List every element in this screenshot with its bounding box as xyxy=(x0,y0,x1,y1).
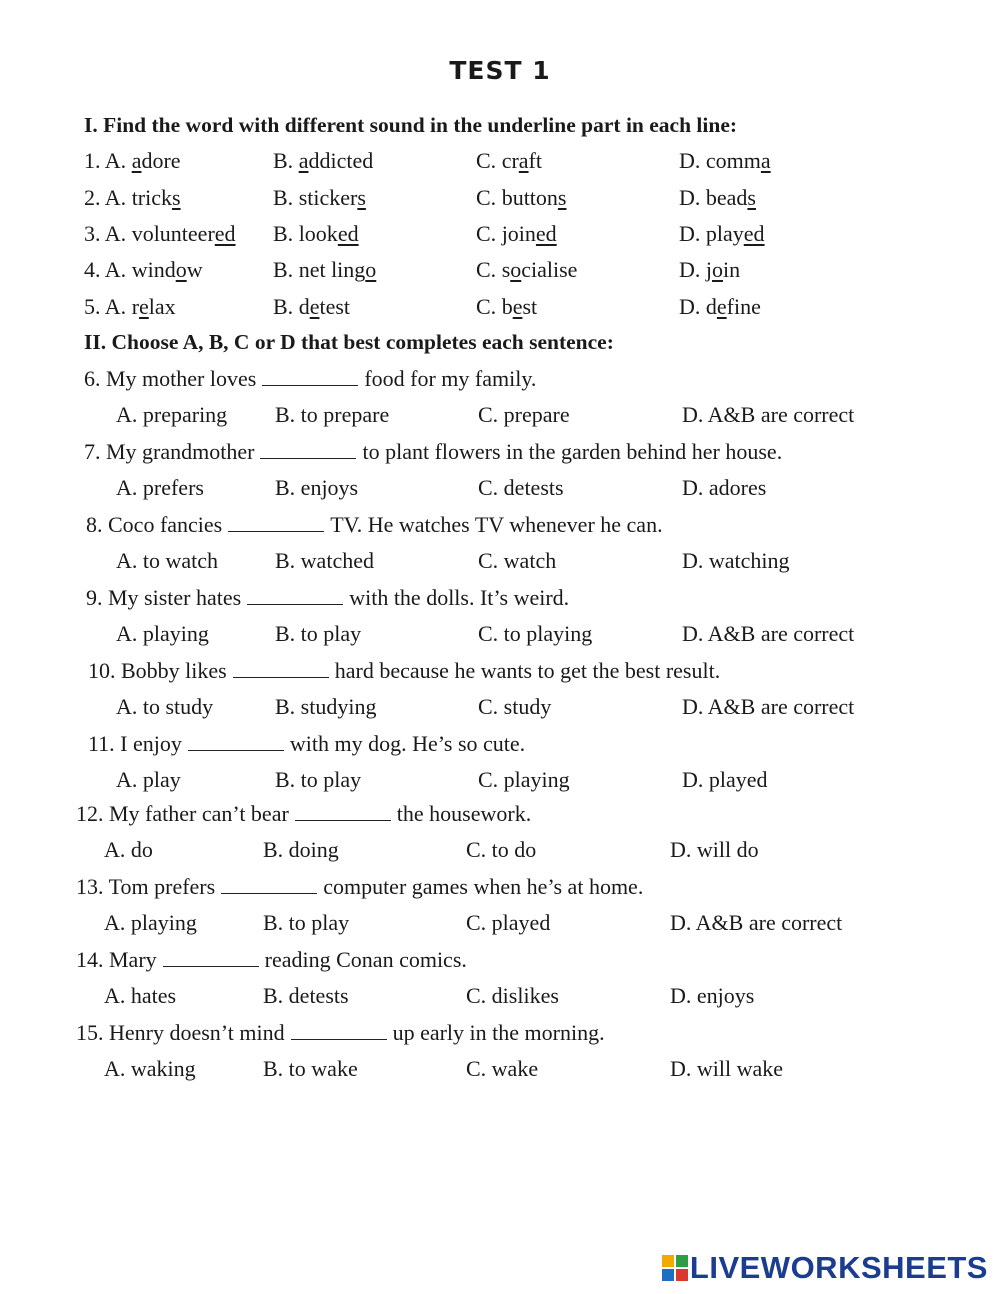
answer-option: B. to play xyxy=(263,910,350,935)
answer-option: D. A&B are correct xyxy=(670,910,843,935)
question-stem xyxy=(86,512,663,538)
pronunciation-option xyxy=(679,257,740,283)
option-letter: D. xyxy=(679,221,701,246)
underlined-sound: ed xyxy=(214,221,236,246)
option-letter: D. xyxy=(679,294,701,319)
pronunciation-row xyxy=(84,294,904,324)
word-part: fine xyxy=(726,294,761,319)
answer-option: C. study xyxy=(478,694,552,719)
pronunciation-row xyxy=(84,148,904,178)
question-text: food for my family. xyxy=(364,366,537,391)
word-part: j xyxy=(705,257,713,282)
question-text: hard because he wants to get the best result. xyxy=(334,658,721,683)
question-text: 12. My father can’t bear xyxy=(76,801,289,826)
pronunciation-option xyxy=(84,294,176,320)
answer-option: A. do xyxy=(104,837,153,862)
answer-options xyxy=(104,910,904,940)
answer-blank xyxy=(295,802,391,821)
question-text: 6. My mother loves xyxy=(84,366,257,391)
word-part: r xyxy=(131,294,140,319)
pronunciation-option xyxy=(84,257,203,283)
pronunciation-option xyxy=(476,185,566,211)
answer-blank xyxy=(291,1021,387,1040)
answer-option: C. to playing xyxy=(478,621,593,646)
answer-option: B. doing xyxy=(263,837,339,862)
underlined-sound: e xyxy=(139,294,149,319)
answer-option: C. watch xyxy=(478,548,557,573)
answer-blank xyxy=(221,875,317,894)
question-stem xyxy=(84,366,536,392)
question-text: 8. Coco fancies xyxy=(86,512,223,537)
answer-blank xyxy=(247,586,343,605)
word-part: d xyxy=(298,294,310,319)
word-part: play xyxy=(705,221,744,246)
word-part: join xyxy=(501,221,536,246)
question-number: 5. xyxy=(84,294,101,319)
question-text: up early in the morning. xyxy=(392,1020,605,1045)
question-text: with the dolls. It’s weird. xyxy=(349,585,570,610)
answer-option: B. detests xyxy=(263,983,349,1008)
answer-blank xyxy=(163,948,259,967)
liveworksheets-branding xyxy=(662,1250,988,1286)
answer-option: D. adores xyxy=(682,475,767,500)
underlined-sound: ed xyxy=(337,221,359,246)
question-text: 9. My sister hates xyxy=(86,585,242,610)
option-letter: C. xyxy=(476,185,497,210)
answer-option: D. A&B are correct xyxy=(682,402,855,427)
pronunciation-option xyxy=(679,221,765,247)
option-letter: A. xyxy=(104,221,127,246)
question-text: to plant flowers in the garden behind her house. xyxy=(362,439,783,464)
answer-options xyxy=(116,694,916,724)
question-stem xyxy=(76,874,643,900)
pronunciation-option xyxy=(273,185,366,211)
test-title: TEST 1 xyxy=(449,56,551,85)
answer-option: D. will wake xyxy=(670,1056,784,1081)
question-number: 3. xyxy=(84,221,101,246)
answer-option: A. preparing xyxy=(116,402,228,427)
answer-options xyxy=(116,475,916,505)
underlined-sound: a xyxy=(760,148,771,173)
word-part: trick xyxy=(131,185,173,210)
option-letter: D. xyxy=(679,148,701,173)
option-letter: B. xyxy=(273,294,294,319)
pronunciation-option xyxy=(84,148,181,174)
pronunciation-option xyxy=(273,221,359,247)
answer-blank xyxy=(260,440,356,459)
word-part: w xyxy=(186,257,203,282)
answer-options xyxy=(116,767,916,797)
underlined-sound: o xyxy=(175,257,187,282)
option-letter: B. xyxy=(273,221,294,246)
question-text: 13. Tom prefers xyxy=(76,874,216,899)
answer-option: C. prepare xyxy=(478,402,570,427)
answer-options xyxy=(116,621,916,651)
question-stem xyxy=(88,731,525,757)
option-letter: A. xyxy=(104,185,127,210)
answer-options xyxy=(104,837,904,867)
word-part: bead xyxy=(705,185,748,210)
answer-options xyxy=(104,1056,904,1086)
answer-blank xyxy=(233,659,329,678)
underlined-sound: e xyxy=(512,294,523,319)
pronunciation-row xyxy=(84,185,904,215)
answer-option: B. to wake xyxy=(263,1056,358,1081)
word-part: volunteer xyxy=(131,221,215,246)
word-part: test xyxy=(319,294,351,319)
option-letter: D. xyxy=(679,185,701,210)
answer-blank xyxy=(228,513,324,532)
answer-option: A. hates xyxy=(104,983,177,1008)
question-text: 7. My grandmother xyxy=(84,439,255,464)
liveworksheets-logo-icon xyxy=(662,1255,688,1281)
answer-option: C. to do xyxy=(466,837,537,862)
pronunciation-option xyxy=(476,294,537,320)
answer-option: A. prefers xyxy=(116,475,204,500)
word-part: s xyxy=(501,257,511,282)
pronunciation-option xyxy=(84,221,236,247)
answer-blank xyxy=(262,367,358,386)
answer-option: A. play xyxy=(116,767,181,792)
underlined-sound: o xyxy=(365,257,377,282)
question-number: 1. xyxy=(84,148,101,173)
option-letter: B. xyxy=(273,148,294,173)
question-stem xyxy=(76,801,531,827)
word-part: in xyxy=(723,257,741,282)
question-text: 10. Bobby likes xyxy=(88,658,227,683)
pronunciation-option xyxy=(679,294,761,320)
question-text: the housework. xyxy=(396,801,532,826)
pronunciation-option xyxy=(84,185,181,211)
option-letter: C. xyxy=(476,148,497,173)
question-text: 11. I enjoy xyxy=(88,731,182,756)
underlined-sound: s xyxy=(747,185,756,210)
underlined-sound: a xyxy=(298,148,309,173)
answer-option: C. dislikes xyxy=(466,983,559,1008)
pronunciation-option xyxy=(476,221,557,247)
answer-option: C. wake xyxy=(466,1056,539,1081)
question-text: reading Conan comics. xyxy=(264,947,467,972)
underlined-sound: e xyxy=(716,294,727,319)
word-part: ft xyxy=(528,148,542,173)
underlined-sound: o xyxy=(712,257,724,282)
pronunciation-option xyxy=(273,148,373,174)
question-text: computer games when he’s at home. xyxy=(323,874,644,899)
word-part: wind xyxy=(131,257,176,282)
answer-options xyxy=(104,983,904,1013)
answer-options xyxy=(116,402,916,432)
answer-option: D. A&B are correct xyxy=(682,621,855,646)
question-stem xyxy=(84,439,782,465)
option-letter: A. xyxy=(104,148,127,173)
pronunciation-option xyxy=(679,185,756,211)
pronunciation-option xyxy=(273,257,376,283)
answer-option: C. played xyxy=(466,910,551,935)
answer-option: C. playing xyxy=(478,767,570,792)
answer-blank xyxy=(188,732,284,751)
word-part: b xyxy=(501,294,513,319)
pronunciation-option xyxy=(476,148,542,174)
section-1-heading: I. Find the word with different sound in the underline part in each line: xyxy=(84,113,738,137)
answer-option: B. studying xyxy=(275,694,377,719)
answer-option: A. playing xyxy=(116,621,209,646)
option-letter: B. xyxy=(273,185,294,210)
word-part: ddicted xyxy=(308,148,374,173)
underlined-sound: s xyxy=(172,185,181,210)
answer-option: B. to prepare xyxy=(275,402,390,427)
underlined-sound: a xyxy=(518,148,529,173)
pronunciation-option xyxy=(679,148,771,174)
question-stem xyxy=(76,1020,605,1046)
answer-option: D. will do xyxy=(670,837,759,862)
word-part: sticker xyxy=(298,185,358,210)
word-part: cialise xyxy=(521,257,578,282)
answer-options xyxy=(116,548,916,578)
liveworksheets-wordmark: LIVEWORKSHEETS xyxy=(689,1250,988,1285)
answer-option: A. playing xyxy=(104,910,197,935)
underlined-sound: s xyxy=(357,185,366,210)
word-part: dore xyxy=(141,148,181,173)
option-letter: D. xyxy=(679,257,701,282)
pronunciation-row xyxy=(84,257,904,287)
option-letter: C. xyxy=(476,221,497,246)
answer-option: B. enjoys xyxy=(275,475,359,500)
underlined-sound: ed xyxy=(743,221,765,246)
answer-option: C. detests xyxy=(478,475,564,500)
word-part: d xyxy=(705,294,717,319)
answer-option: B. watched xyxy=(275,548,374,573)
word-part: look xyxy=(298,221,338,246)
answer-option: A. to study xyxy=(116,694,214,719)
section-2-heading: II. Choose A, B, C or D that best completes each sentence: xyxy=(84,330,614,354)
question-number: 2. xyxy=(84,185,101,210)
question-text: TV. He watches TV whenever he can. xyxy=(330,512,663,537)
answer-option: B. to play xyxy=(275,767,362,792)
word-part: lax xyxy=(148,294,176,319)
option-letter: C. xyxy=(476,294,497,319)
question-text: 15. Henry doesn’t mind xyxy=(76,1020,285,1045)
word-part: net ling xyxy=(298,257,366,282)
question-stem xyxy=(76,947,467,973)
word-part: cr xyxy=(501,148,519,173)
option-letter: A. xyxy=(104,257,127,282)
answer-option: D. watching xyxy=(682,548,790,573)
answer-option: D. played xyxy=(682,767,768,792)
word-part: st xyxy=(522,294,538,319)
option-letter: B. xyxy=(273,257,294,282)
answer-option: A. to watch xyxy=(116,548,219,573)
word-part: comm xyxy=(705,148,761,173)
answer-option: D. enjoys xyxy=(670,983,755,1008)
answer-option: B. to play xyxy=(275,621,362,646)
pronunciation-option xyxy=(273,294,350,320)
underlined-sound: e xyxy=(309,294,320,319)
answer-option: D. A&B are correct xyxy=(682,694,855,719)
question-text: 14. Mary xyxy=(76,947,157,972)
question-text: with my dog. He’s so cute. xyxy=(289,731,526,756)
option-letter: A. xyxy=(104,294,127,319)
option-letter: C. xyxy=(476,257,497,282)
underlined-sound: ed xyxy=(535,221,557,246)
pronunciation-row xyxy=(84,221,904,251)
underlined-sound: a xyxy=(131,148,142,173)
question-stem xyxy=(86,585,569,611)
underlined-sound: s xyxy=(557,185,567,210)
underlined-sound: o xyxy=(510,257,522,282)
question-stem xyxy=(88,658,720,684)
answer-option: A. waking xyxy=(104,1056,196,1081)
question-number: 4. xyxy=(84,257,101,282)
pronunciation-option xyxy=(476,257,577,283)
word-part: button xyxy=(501,185,558,210)
